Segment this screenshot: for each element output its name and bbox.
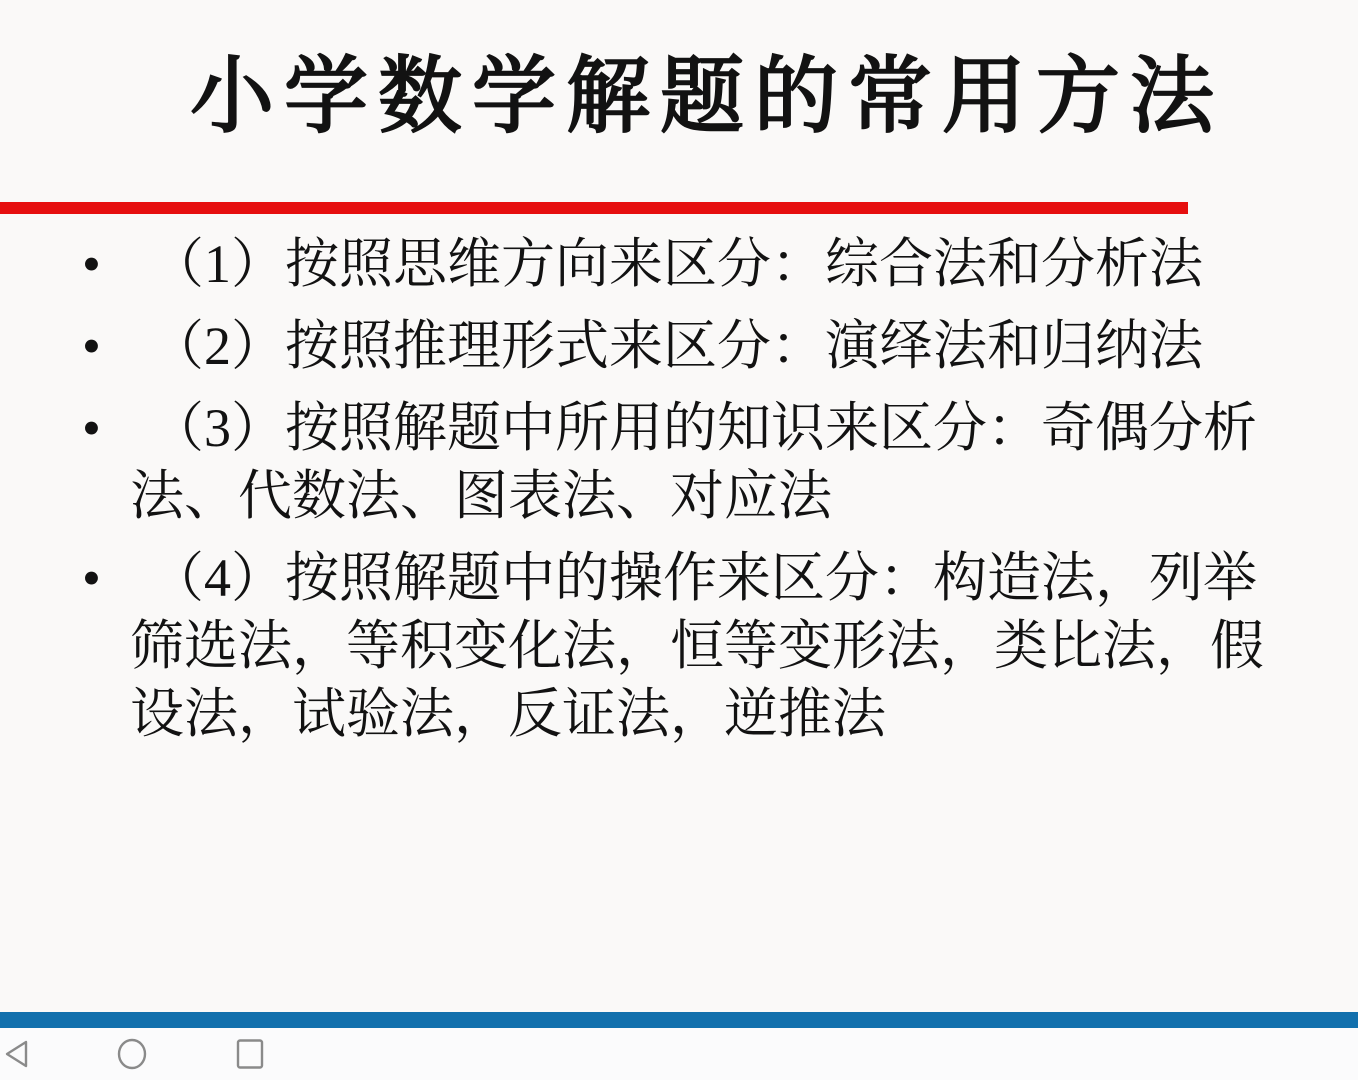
bullet-text: （4）按照解题中的操作来区分：构造法，列举筛选法，等积变化法，恒等变形法，类比法，假设法，试验法，反证法，逆推法 bbox=[130, 547, 1264, 744]
recents-icon bbox=[235, 1038, 265, 1070]
title-divider-line bbox=[0, 202, 1188, 214]
bullet-dot-icon: • bbox=[82, 233, 101, 294]
bullet-item-2 bbox=[82, 312, 1270, 380]
bullet-dot-icon: • bbox=[82, 315, 101, 376]
slide-title: 小学数学解题的常用方法 bbox=[189, 51, 1224, 144]
bullet-item-4 bbox=[82, 544, 1270, 748]
android-navigation-bar bbox=[0, 1028, 1358, 1080]
home-icon bbox=[116, 1038, 148, 1070]
bullet-text: （1）按照思维方向来区分：综合法和分析法 bbox=[150, 233, 1203, 294]
bullet-text: （3）按照解题中所用的知识来区分：奇偶分析法、代数法、图表法、对应法 bbox=[130, 397, 1257, 526]
bullet-list bbox=[0, 214, 1358, 748]
bullet-dot-icon: • bbox=[82, 547, 101, 608]
back-icon bbox=[2, 1038, 30, 1070]
back-button[interactable] bbox=[0, 1038, 32, 1070]
bullet-item-3 bbox=[82, 394, 1270, 530]
bullet-text: （2）按照推理形式来区分：演绎法和归纳法 bbox=[150, 315, 1203, 376]
bottom-accent-bar bbox=[0, 1012, 1358, 1028]
home-button[interactable] bbox=[116, 1038, 148, 1070]
bullet-dot-icon: • bbox=[82, 397, 101, 458]
recents-button[interactable] bbox=[234, 1038, 266, 1070]
bullet-item-1 bbox=[82, 230, 1270, 298]
